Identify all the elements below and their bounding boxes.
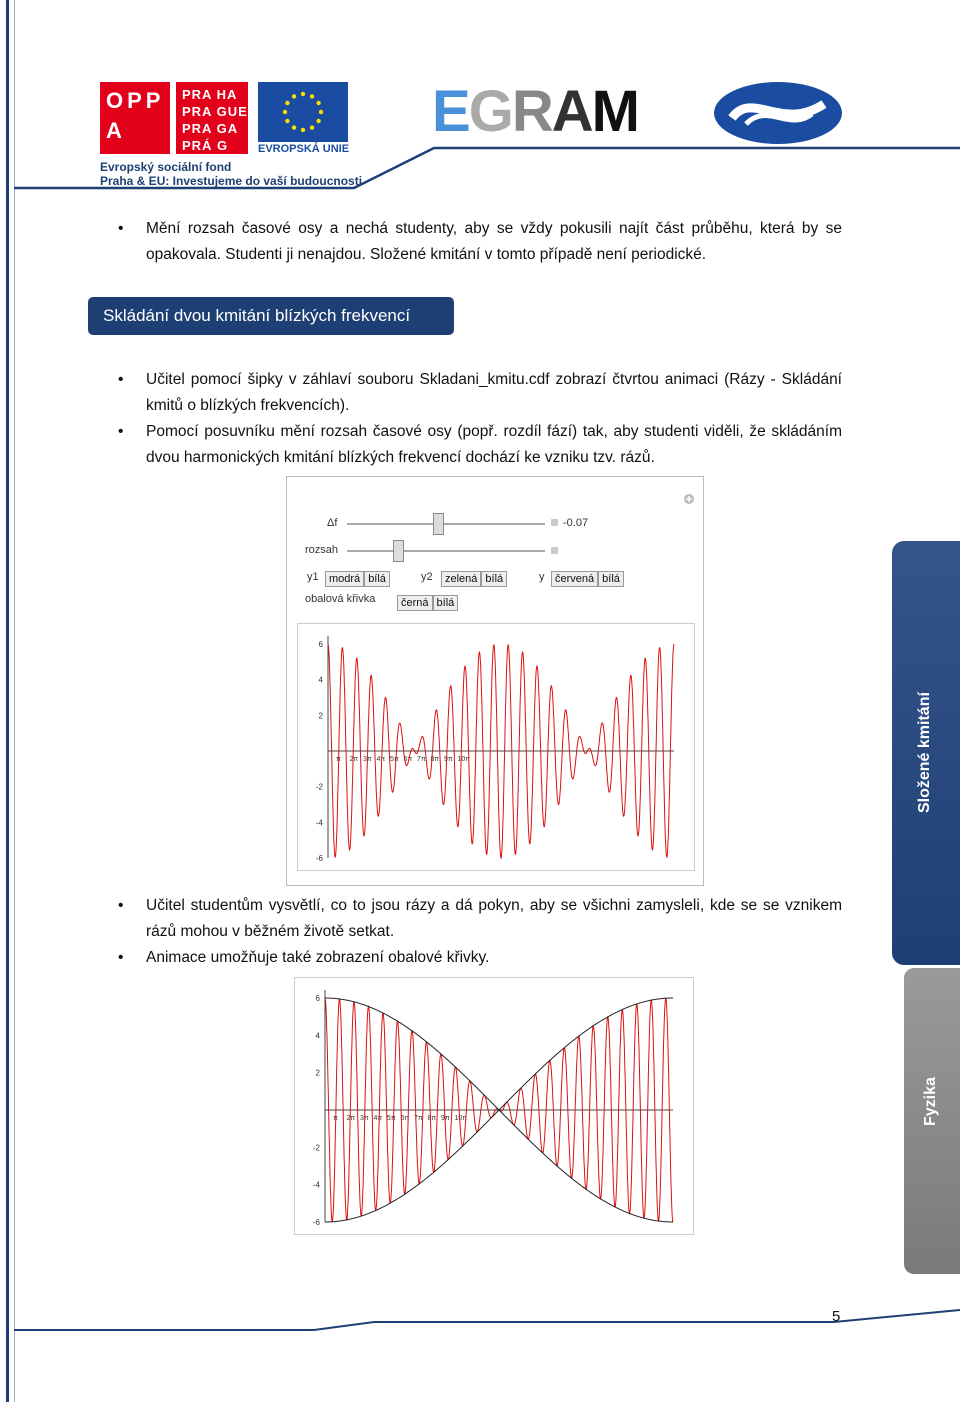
footer-divider bbox=[14, 1300, 960, 1340]
y-white-button[interactable]: bílá bbox=[598, 571, 624, 587]
x-tick-label: 4π bbox=[376, 756, 386, 763]
y-tick-label: -4 bbox=[315, 818, 323, 828]
egram-logo: EGRAM bbox=[432, 79, 638, 144]
delta-f-slider-track[interactable] bbox=[347, 523, 545, 525]
x-tick-label: 7π bbox=[417, 756, 426, 763]
y1-button-group bbox=[325, 569, 390, 587]
envelope-plot-frame bbox=[294, 977, 694, 1235]
obalova-button-group bbox=[397, 593, 458, 611]
y-button-group bbox=[551, 569, 624, 587]
x-tick-label: 9π bbox=[441, 1115, 450, 1122]
rozsah-slider-handle[interactable] bbox=[393, 540, 404, 562]
y2-label: y2 bbox=[421, 571, 433, 583]
list-item: Učitel pomocí šipky v záhlaví souboru Skladani_kmitu.cdf zobrazí čtvrtou animaci (Rázy - Skládání kmitů o blízkých frekvencích). bbox=[146, 371, 842, 414]
esf-text-line1: Evropský sociální fond bbox=[100, 160, 232, 174]
eu-label: EVROPSKÁ UNIE bbox=[258, 143, 350, 155]
bullet-icon: • bbox=[118, 371, 124, 388]
x-tick-label: 9π bbox=[444, 756, 453, 763]
x-tick-label: 8π bbox=[427, 1115, 437, 1122]
delta-f-slider-handle[interactable] bbox=[433, 513, 444, 535]
x-tick-label: 10π bbox=[457, 756, 471, 763]
plus-icon[interactable] bbox=[683, 493, 695, 505]
left-border-line bbox=[6, 0, 9, 1402]
x-tick-label: 3π bbox=[363, 756, 372, 763]
bullet-icon: • bbox=[118, 220, 124, 237]
bullet-icon: • bbox=[118, 949, 124, 966]
x-tick-label: 6π bbox=[403, 756, 413, 763]
list-item: Učitel studentům vysvětlí, co to jsou rázy a dá pokyn, aby se všichni zamysleli, kde se se vznikem rázů mohou v běžném životě setkat. bbox=[146, 897, 842, 940]
x-tick-label: 5π bbox=[387, 1115, 396, 1122]
x-tick-label: 2π bbox=[346, 1115, 356, 1122]
y1-color-button[interactable]: modrá bbox=[325, 571, 364, 587]
y-tick-label: 2 bbox=[315, 1068, 320, 1078]
y2-color-button[interactable]: zelená bbox=[441, 571, 481, 587]
x-tick-label: 4π bbox=[373, 1115, 383, 1122]
x-tick-label: π bbox=[336, 756, 341, 763]
list-item: Animace umožňuje také zobrazení obalové křivky. bbox=[146, 949, 490, 966]
y1-label: y1 bbox=[307, 571, 319, 583]
list-item: Mění rozsah časové osy a nechá studenty, aby se vždy pokusili najít část průběhu, která by se opakovala. Studenti ji nenajdou. Složené kmitání v tomto případě není periodické. bbox=[146, 220, 842, 263]
x-tick-label: 2π bbox=[349, 756, 359, 763]
y2-white-button[interactable]: bílá bbox=[481, 571, 507, 587]
y-tick-label: 4 bbox=[315, 1031, 320, 1041]
y-tick-label: -6 bbox=[312, 1218, 320, 1227]
oppa-logo: OPP A bbox=[100, 82, 170, 154]
beats-plot bbox=[298, 624, 694, 870]
rozsah-label: rozsah bbox=[305, 544, 339, 556]
bullet-icon: • bbox=[118, 897, 124, 914]
envelope-plot bbox=[295, 978, 693, 1234]
eu-flag-logo bbox=[258, 82, 348, 142]
plot-frame bbox=[297, 623, 695, 871]
list-item: Pomocí posuvníku mění rozsah časové osy (popř. rozdíl fází) tak, aby studenti viděli, že skládáním dvou harmonických kmitání blízkých frekvencí dochází ke vzniku tzv. rázů. bbox=[146, 423, 842, 466]
rozsah-slider-track[interactable] bbox=[347, 550, 545, 552]
y-tick-label: -4 bbox=[312, 1180, 320, 1190]
y-tick-label: -2 bbox=[312, 1143, 320, 1153]
praha-logo: PRA HA PRA GUE PRA GA PRÁ G bbox=[176, 82, 248, 154]
x-tick-label: 6π bbox=[400, 1115, 410, 1122]
x-tick-label: 5π bbox=[390, 756, 399, 763]
y-tick-label: -6 bbox=[315, 854, 323, 863]
x-tick-label: π bbox=[333, 1115, 338, 1122]
esf-text-line2: Praha & EU: Investujeme do vaší budoucnosti bbox=[100, 174, 363, 188]
envelope-color-button[interactable]: černá bbox=[397, 595, 433, 611]
y2-button-group bbox=[441, 569, 507, 587]
x-tick-label: 10π bbox=[454, 1115, 468, 1122]
side-tab-subject-label: Fyzika bbox=[922, 1077, 939, 1126]
expand-icon[interactable] bbox=[551, 519, 558, 526]
y-tick-label: 2 bbox=[318, 711, 323, 721]
y-tick-label: 6 bbox=[318, 640, 323, 649]
left-border-thin-line bbox=[14, 0, 15, 1402]
x-tick-label: 3π bbox=[360, 1115, 369, 1122]
section-title: Skládání dvou kmitání blízkých frekvencí bbox=[88, 297, 454, 335]
y1-white-button[interactable]: bílá bbox=[364, 571, 390, 587]
y-label: y bbox=[539, 571, 545, 583]
page-number: 5 bbox=[832, 1308, 841, 1325]
y-tick-label: 6 bbox=[315, 994, 320, 1003]
bullet-icon: • bbox=[118, 423, 124, 440]
x-tick-label: 7π bbox=[414, 1115, 423, 1122]
y-tick-label: 4 bbox=[318, 675, 323, 685]
side-tab-topic-label: Složené kmitání bbox=[916, 692, 933, 813]
y-color-button[interactable]: červená bbox=[551, 571, 598, 587]
expand-icon[interactable] bbox=[551, 547, 558, 554]
obalova-label: obalová křivka bbox=[305, 593, 376, 605]
y-tick-label: -2 bbox=[315, 782, 323, 792]
cdf-widget bbox=[286, 476, 704, 886]
delta-f-value: -0.07 bbox=[563, 517, 589, 529]
institution-logo bbox=[712, 80, 844, 146]
delta-f-label: Δf bbox=[327, 517, 338, 529]
x-tick-label: 8π bbox=[430, 756, 440, 763]
side-tab-subject bbox=[904, 968, 960, 1274]
envelope-white-button[interactable]: bílá bbox=[433, 595, 459, 611]
side-tab-topic bbox=[892, 541, 960, 965]
